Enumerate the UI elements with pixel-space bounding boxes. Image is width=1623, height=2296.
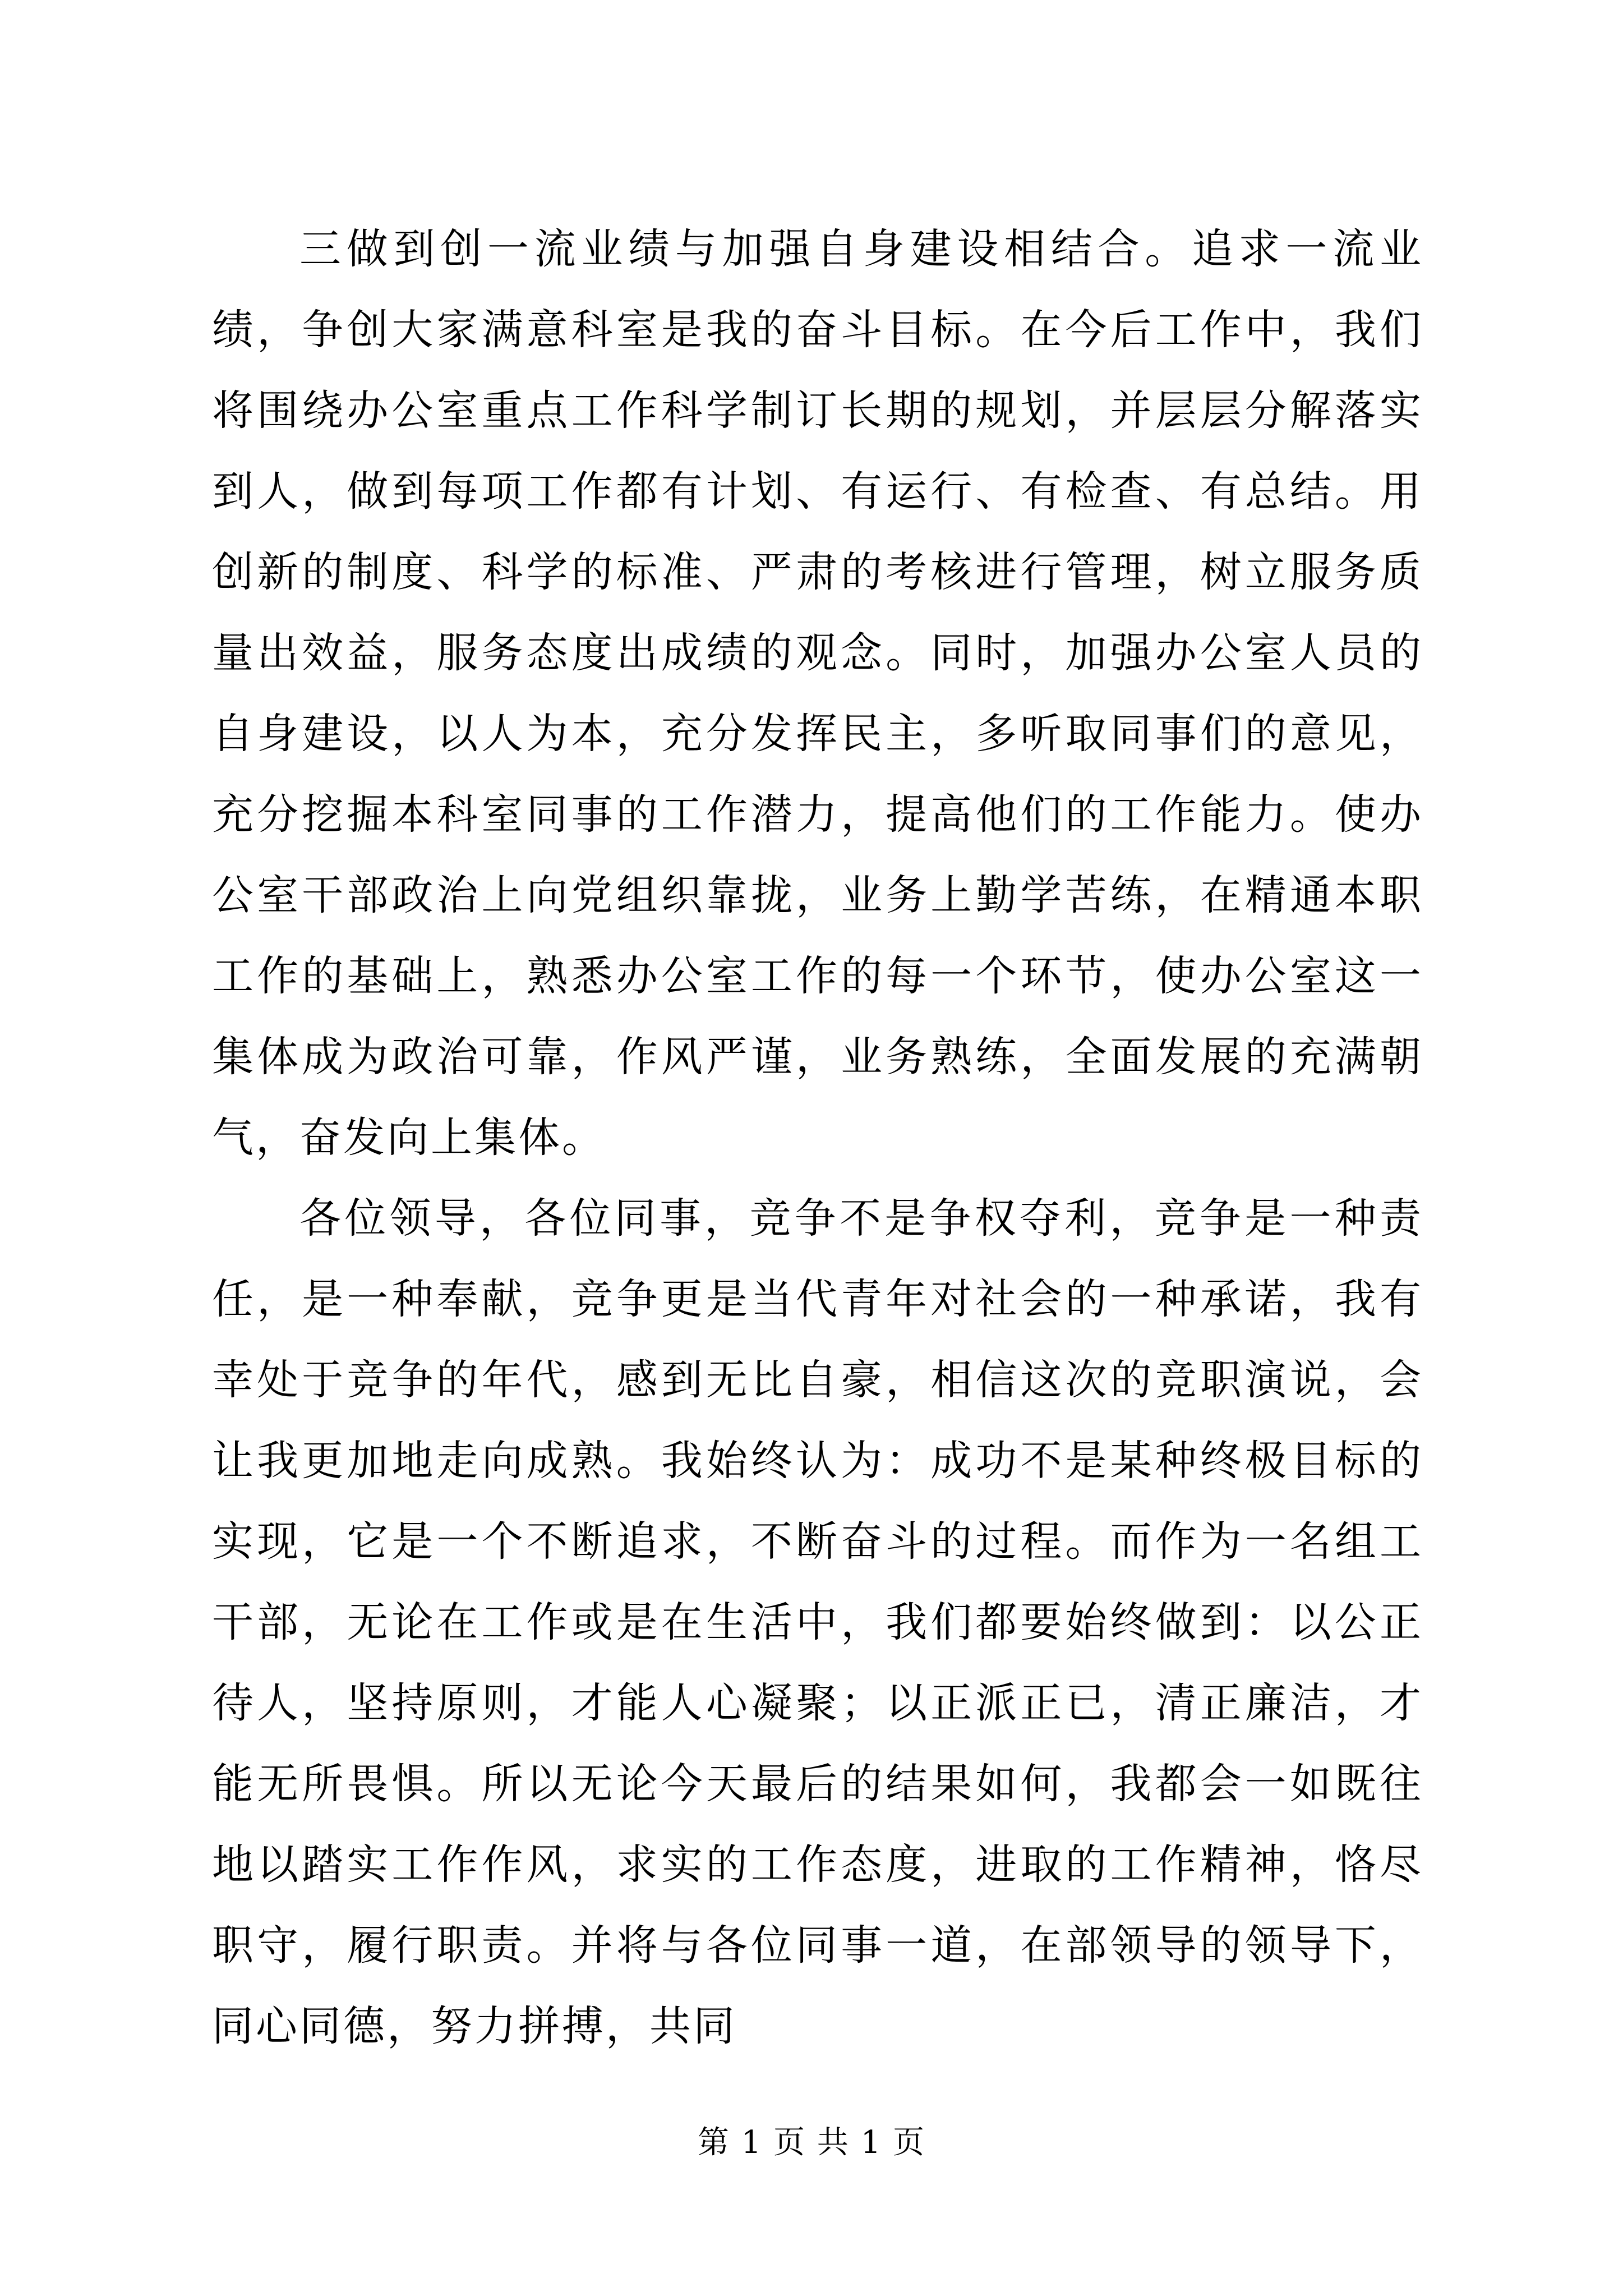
page-footer: 第 1 页 共 1 页 (697, 2124, 926, 2161)
paragraph-1: 三做到创一流业绩与加强自身建设相结合。追求一流业绩，争创大家满意科室是我的奋斗目标。在今后工作中，我们将围绕办公室重点工作科学制订长期的规划，并层层分解落实到人，做到每项工作都有计划、有运行、有检查、有总结。用创新的制度、科学的标准、严肃的考核进行管理，树立服务质量出效益，服务态度出成绩的观念。同时，加强办公室人员的自身建设，以人为本，充分发挥民主，多听取同事们的意见，充分挖掘本科室同事的工作潜力，提高他们的工作能力。使办公室干部政治上向党组织靠拢，业务上勤学苦练，在精通本职工作的基础上，熟悉办公室工作的每一个环节，使办公室这一集体成为政治可靠，作风严谨，业务熟练，全面发展的充满朝气，奋发向上集体。 (212, 225, 1423, 1162)
paragraph-2: 各位领导，各位同事，竞争不是争权夺利，竞争是一种责任，是一种奉献，竞争更是当代青年对社会的一种承诺，我有幸处于竞争的年代，感到无比自豪，相信这次的竞职演说，会让我更加地走向成熟。我始终认为：成功不是某种终极目标的实现，它是一个不断追求，不断奋斗的过程。而作为一名组工干部，无论在工作或是在生活中，我们都要始终做到：以公正待人，坚持原则，才能人心凝聚；以正派正已，清正廉洁，才能无所畏惧。所以无论今天最后的结果如何，我都会一如既往地以踏实工作作风，求实的工作态度，进取的工作精神，恪尽职守，履行职责。并将与各位同事一道，在部领导的领导下，同心同德，努力拼搏，共同 (212, 1194, 1423, 2050)
document-body (212, 209, 1423, 2067)
